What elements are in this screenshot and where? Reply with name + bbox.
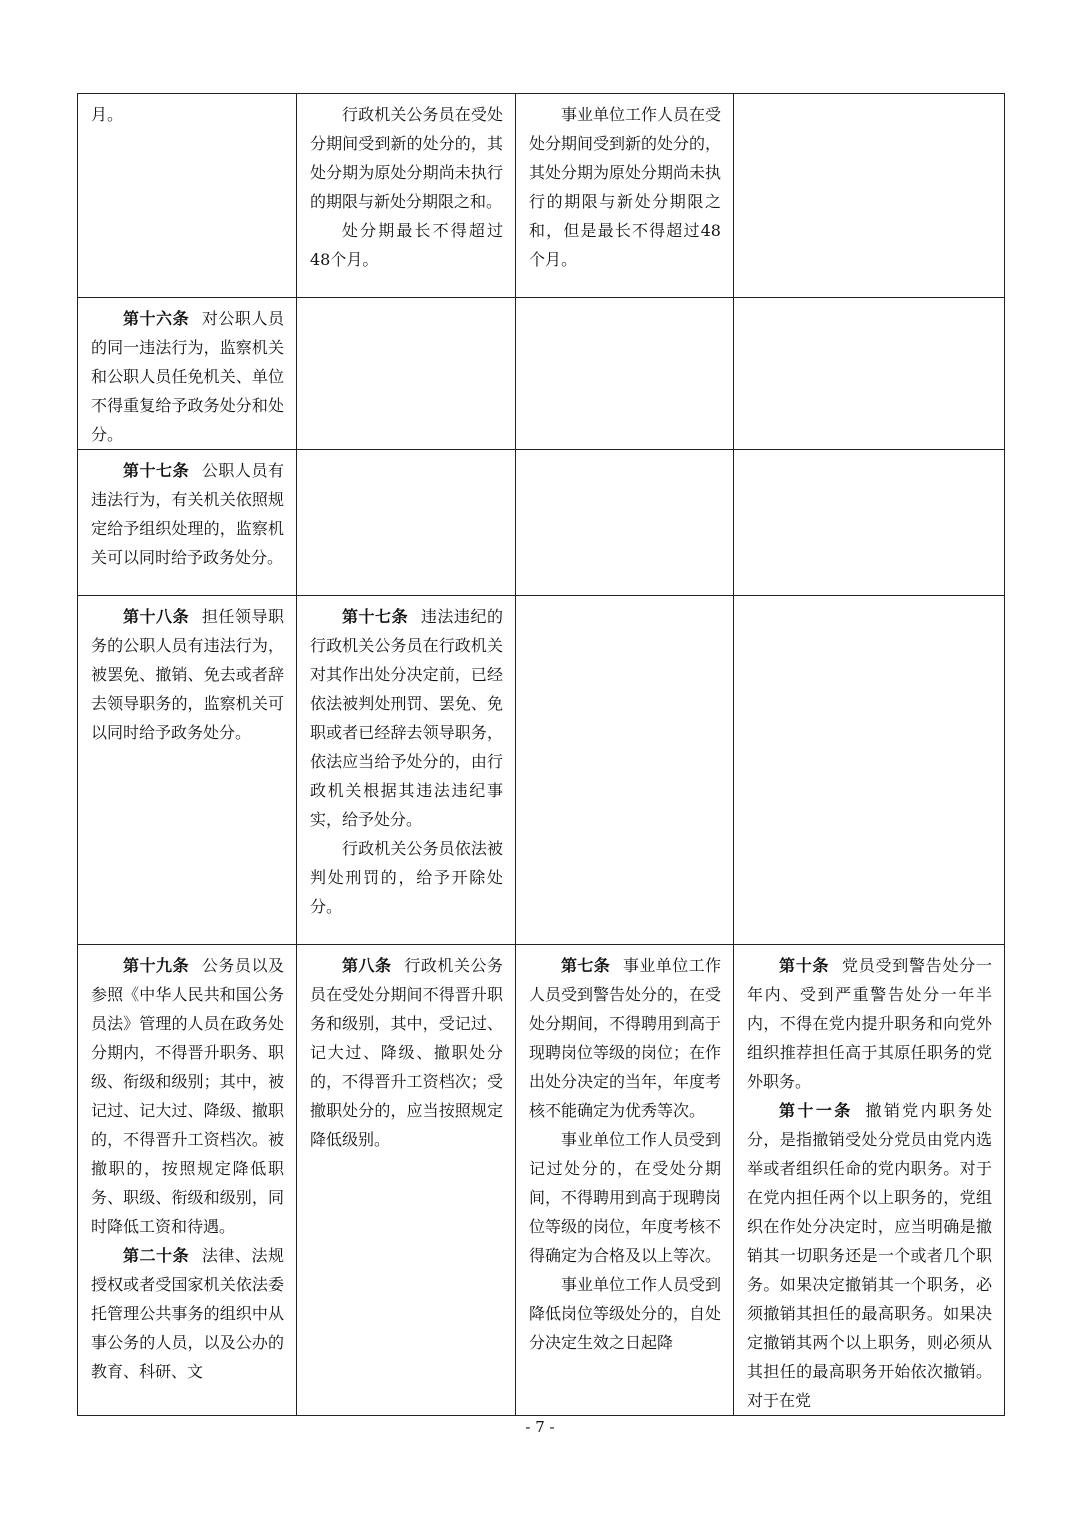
comparison-table xyxy=(77,93,1005,1416)
cell-text: 事业单位工作人员受到记过处分的，在受处分期间，不得聘用到高于现聘岗位等级的岗位，年度考核不得确定为合格及以上等次。 xyxy=(529,1130,722,1265)
table-cell xyxy=(78,450,297,596)
cell-text: 行政机关公务员在受处分期间不得晋升职务和级别，其中，受记过、记大过、降级、撤职处分的，不得晋升工资档次；受撤职处分的，应当按照规定降低级别。 xyxy=(310,956,503,1149)
cell-text: 事业单位工作人员受到降低岗位等级处分的，自处分决定生效之日起降 xyxy=(529,1275,722,1352)
article-number: 第十六条 xyxy=(123,309,190,328)
table-cell-empty xyxy=(734,596,1005,945)
table-row xyxy=(78,94,1005,298)
table-cell-empty xyxy=(734,94,1005,298)
cell-text: 担任领导职务的公职人员有违法行为，被罢免、撤销、免去或者辞去领导职务的，监察机关可以同时给予政务处分。 xyxy=(91,607,284,742)
table-cell-empty xyxy=(516,596,734,945)
table-cell xyxy=(516,945,734,1416)
table-row xyxy=(78,298,1005,450)
table-cell-empty xyxy=(297,298,516,450)
table-cell-empty xyxy=(297,450,516,596)
table-cell xyxy=(78,298,297,450)
table-cell xyxy=(734,945,1005,1416)
table-cell xyxy=(297,945,516,1416)
article-number: 第十九条 xyxy=(123,956,190,975)
cell-text: 行政机关公务员依法被判处刑罚的，给予开除处分。 xyxy=(310,839,503,916)
page-number: - 7 - xyxy=(525,1418,555,1436)
article-number: 第二十条 xyxy=(123,1246,190,1265)
cell-text: 行政机关公务员在受处分期间受到新的处分的，其处分期为原处分期尚未执行的期限与新处分期限之和。 xyxy=(310,105,503,211)
table-cell-empty xyxy=(516,450,734,596)
cell-text: 党员受到警告处分一年内、受到严重警告处分一年半内，不得在党内提升职务和向党外组织推荐担任高于其原任职务的党外职务。 xyxy=(747,956,992,1091)
table-row xyxy=(78,450,1005,596)
table-cell-empty xyxy=(734,298,1005,450)
table-cell xyxy=(78,94,297,298)
table-cell xyxy=(516,94,734,298)
cell-text: 法律、法规授权或者受国家机关依法委托管理公共事务的组织中从事公务的人员，以及公办的教育、科研、文 xyxy=(91,1246,284,1381)
table-row xyxy=(78,596,1005,945)
cell-text: 公职人员有违法行为，有关机关依照规定给予组织处理的，监察机关可以同时给予政务处分。 xyxy=(91,461,284,567)
table-row xyxy=(78,945,1005,1416)
article-number: 第十一条 xyxy=(779,1101,853,1120)
cell-text: 违法违纪的行政机关公务员在行政机关对其作出处分决定前，已经依法被判处刑罚、罢免、免职或者已经辞去领导职务，依法应当给予处分的，由行政机关根据其违法违纪事实，给予处分。 xyxy=(310,607,503,829)
article-number: 第十七条 xyxy=(342,607,409,626)
cell-text: 公务员以及参照《中华人民共和国公务员法》管理的人员在政务处分期内，不得晋升职务、职级、衔级和级别；其中，被记过、记大过、降级、撤职的，不得晋升工资档次。被撤职的，按照规定降低职务、职级、衔级和级别，同时降低工资和待遇。 xyxy=(91,956,284,1236)
article-number: 第七条 xyxy=(561,956,611,975)
table-cell-empty xyxy=(734,450,1005,596)
article-number: 第十八条 xyxy=(123,607,190,626)
cell-text: 撤销党内职务处分，是指撤销受处分党员由党内选举或者组织任命的党内职务。对于在党内担任两个以上职务的，党组织在作处分决定时，应当明确是撤销其一切职务还是一个或者几个职务。如果决定撤销其一个职务，必须撤销其担任的最高职务。如果决定撤销其两个以上职务，则必须从其担任的最高职务开始依次撤销。对于在党 xyxy=(747,1101,992,1410)
cell-text: 处分期最长不得超过48个月。 xyxy=(310,221,503,269)
article-number: 第十条 xyxy=(779,956,830,975)
article-number: 第十七条 xyxy=(123,461,190,480)
table-cell xyxy=(297,94,516,298)
table-cell xyxy=(78,596,297,945)
cell-text: 事业单位工作人员在受处分期间受到新的处分的，其处分期为原处分期尚未执行的期限与新处分期限之和，但是最长不得超过48个月。 xyxy=(529,105,722,269)
table-cell xyxy=(78,945,297,1416)
cell-text: 事业单位工作人员受到警告处分的，在受处分期间，不得聘用到高于现聘岗位等级的岗位；在作出处分决定的当年，年度考核不能确定为优秀等次。 xyxy=(529,956,722,1120)
table-cell-empty xyxy=(516,298,734,450)
cell-text: 对公职人员的同一违法行为，监察机关和公职人员任免机关、单位不得重复给予政务处分和处分。 xyxy=(91,309,284,444)
cell-text: 月。 xyxy=(91,105,124,124)
table-cell xyxy=(297,596,516,945)
article-number: 第八条 xyxy=(342,956,392,975)
